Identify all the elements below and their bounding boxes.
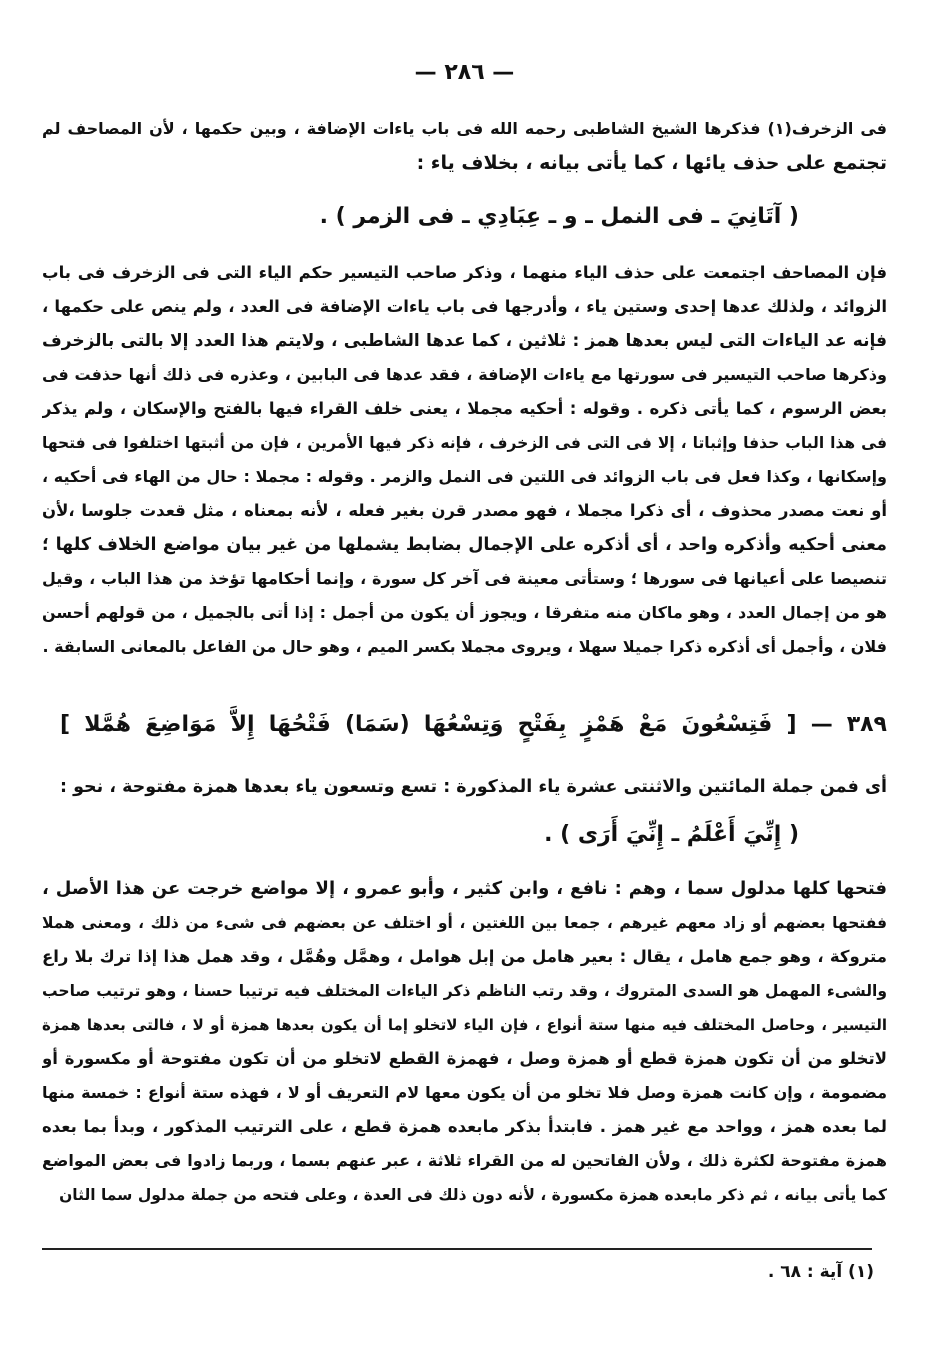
quran-citation: ( إِنِّيَ أَعْلَمُ ـ إِنِّيَ أَرَى ) . <box>544 822 799 847</box>
text-line: التيسير ، وحاصل المختلف فيه منها ستة أنواع ، فإن الياء لاتخلو إما أن يكون بعدها همزة أو لا ، فالتى بعدها همزة <box>42 1016 887 1034</box>
text-line: تنصيصا على أعيانها فى سورها ؛ وستأتى معينة فى آخر كل سورة ، وإنما أحكامها تؤخذ من هذا الباب ، وقيل <box>42 569 887 588</box>
text-line: فلان ، وأجمل أى أذكره ذكرا جميلا سهلا ، ويروى مجملا بكسر الميم ، وهو حال من الفاعل بالمعانى السابقة . <box>42 637 887 656</box>
text-line: تجتمع على حذف يائها ، كما يأتى بيانه ، بخلاف ياء : <box>416 152 887 174</box>
text-line: كما يأتى بيانه ، ثم ذكر مابعده همزة مكسورة ، لأنه دون ذلك فى العدة ، وعلى فتحه من جملة مدلول سما الثان <box>59 1186 887 1204</box>
text-line: بعض الرسوم ، كما يأتى ذكره . وقوله : أحكيه مجملا ، يعنى خلف القراء فيها بالفتح والإسكان ، ولم يذكر <box>42 399 887 418</box>
text-line: فى الزخرف(١) فذكرها الشيخ الشاطبى رحمه الله فى باب ياءات الإضافة ، وبين حكمها ، لأن المصاحف لم <box>42 119 887 138</box>
text-line: فتحها كلها مدلول سما ، وهم : نافع ، وابن كثير ، وأبو عمرو ، إلا مواضع خرجت عن هذا الأصل ، <box>42 878 887 899</box>
footnote-divider <box>42 1248 872 1250</box>
text-line: فإنه عد الياءات التى ليس بعدها همز : ثلاثين ، كما عدها الشاطبى ، ولايتم هذا العدد إلا بالتى بالزخرف <box>42 331 887 351</box>
text-line: الزوائد ، ولذلك عدها إحدى وستين ياء ، وأدرجها فى باب ياءات الإضافة فى العدد ، ولم ينص على حكمها ، <box>42 297 887 316</box>
paragraph-1 <box>42 112 887 180</box>
paragraph-3 <box>42 770 887 804</box>
text-line: مضمومة ، وإن كانت همزة وصل فلا تخلو من أن يكون معها لام التعريف أو لا ، فهذه ستة أنواع : خمسة منها <box>42 1083 887 1102</box>
text-line: لما بعده همز ، وواحد مع غير همز . فابتدأ بذكر مابعده همزة قطع ، على الترتيب المذكور ، وبدأ بما بعده <box>42 1117 887 1136</box>
text-line: أى فمن جملة المائتين والاثنتى عشرة ياء المذكورة : تسع وتسعون ياء بعدها همزة مفتوحة ، نحو : <box>59 777 887 797</box>
text-line: معنى أحكيه وأذكره واحد ، أى أذكره على الإجمال بضابط يشملها من غير بيان مواضع الخلاف كلها ؛ <box>42 535 887 555</box>
paragraph-2 <box>42 256 887 664</box>
verse-number: ٣٨٩ <box>846 712 887 737</box>
text-line: لاتخلو من أن تكون همزة قطع أو همزة وصل ، فهمزة القطع لاتخلو من أن تكون مفتوحة أو مكسورة أو <box>42 1049 887 1068</box>
text-line: فإن المصاحف اجتمعت على حذف الياء منهما ، وذكر صاحب التيسير حكم الياء التى فى الزخرف فى باب <box>42 263 887 282</box>
verse-text: — [ فَتِسْعُونَ مَعْ هَمْزٍ بِفَتْحٍ وَتِسْعُهَا (سَمَا) فَتْحُهَا إِلاَّ مَوَاضِعَ هُمَّلا ] <box>60 712 833 737</box>
page-number: — ٢٨٦ — <box>414 60 515 85</box>
text-line: ففتحها بعضهم أو زاد معهم غيرهم ، جمعا بين اللغتين ، أو اختلف عن بعضهم فى شىء من ذلك ، ومعنى هملا <box>42 914 887 932</box>
text-line: متروكة ، وهو جمع هامل ، يقال : بعير هامل من إبل هوامل ، وهمَّل وهُمَّل ، وقد همل هذا إذا ترك بلا راع <box>42 947 887 966</box>
text-line: فى هذا الباب حذفا وإثباتا ، إلا فى التى فى الزخرف ، فإنه ذكر فيها الأمرين ، فإن من أثبتها اختلفوا فى فتحها <box>42 434 887 452</box>
text-line: وذكرها صاحب التيسير فى سورتها مع ياءات الإضافة ، فقد عدها فى البابين ، وعذره فى ذلك أنها حذفت فى <box>42 365 887 384</box>
text-line: وإسكانها ، وكذا فعل فى باب الزوائد فى اللتين فى النمل والزمر . وقوله : مجملا : حال من الهاء فى أحكيه ، <box>42 467 887 486</box>
text-line: والشىء المهمل هو السدى المتروك ، وقد رتب الناظم ذكر الياءات المختلف فيه ترتيبا حسنا ، وهو ترتيب صاحب <box>42 982 887 1000</box>
text-line: هو من إجمال العدد ، وهو ماكان منه متفرقا ، ويجوز أن يكون من أجمل : إذا أتى بالجميل ، من قولهم أحسن <box>42 603 887 622</box>
quran-citation: ( آتَانِيَ ـ فى النمل ـ و ـ عِبَادِي ـ فى الزمر ) . <box>319 204 799 229</box>
text-line: أو نعت مصدر محذوف ، أى ذكرا مجملا ، فهو مصدر قرن بغير فعله ، لأنه بمعناه ، مثل قعدت جلوسا ،لأن <box>42 501 887 520</box>
footnote: (١) آية : ٦٨ . <box>767 1262 874 1282</box>
text-line: همزة مفتوحة لكثرة ذلك ، ولأن الفاتحين له من القراء ثلاثة ، عبر عنهم بسما ، وربما زادوا فى بعض المواضع <box>42 1151 887 1170</box>
paragraph-4 <box>42 872 887 1212</box>
verse-line <box>60 712 887 737</box>
